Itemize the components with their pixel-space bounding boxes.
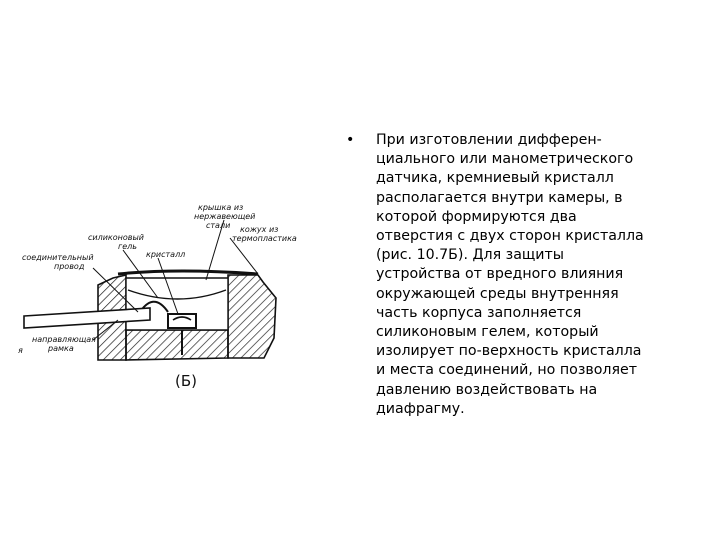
crystal-chip bbox=[168, 314, 196, 328]
sensor-cross-section-figure bbox=[18, 190, 318, 400]
label-cover-2: нержавеющей bbox=[194, 212, 256, 221]
text-line: датчика, кремниевый кристалл bbox=[376, 170, 614, 187]
label-frame-2: рамка bbox=[48, 344, 74, 353]
text-line: давлению воздействовать на bbox=[376, 381, 598, 398]
label-wire-2: провод bbox=[54, 262, 85, 271]
label-gel-1: силиконовый bbox=[88, 233, 144, 242]
text-line: При изготовлении дифферен- bbox=[376, 132, 602, 148]
label-cover-1: крышка из bbox=[198, 203, 244, 212]
text-line: и места соединений, но позволяет bbox=[376, 362, 638, 379]
text-line: окружающей среды внутренняя bbox=[376, 285, 619, 302]
bullet-paragraph bbox=[346, 131, 691, 419]
text-line: устройства от вредного влияния bbox=[376, 266, 624, 283]
bullet-text bbox=[376, 131, 691, 419]
text-line: силиконовым гелем, который bbox=[376, 324, 599, 341]
bullet-dot: • bbox=[346, 132, 355, 148]
text-line: диафрагму. bbox=[376, 400, 465, 417]
label-housing-2: термопластика bbox=[232, 234, 297, 243]
label-housing-1: кожух из bbox=[240, 225, 279, 234]
sensor-diagram bbox=[18, 190, 318, 400]
text-line: часть корпуса заполняется bbox=[376, 304, 582, 321]
label-frame-1: направляющая bbox=[32, 335, 96, 344]
text-line: располагается внутри камеры, в bbox=[376, 189, 623, 206]
housing-body-right bbox=[228, 275, 276, 358]
text-line: изолирует по-верхность кристалла bbox=[376, 343, 642, 360]
text-line: (рис. 10.7Б). Для защиты bbox=[376, 247, 564, 264]
label-cover-3: стали bbox=[206, 221, 231, 230]
text-line: которой формируются два bbox=[376, 208, 577, 225]
label-gel-2: гель bbox=[118, 242, 137, 251]
text-line: циального или манометрического bbox=[376, 151, 634, 168]
label-wire-1: соединительный bbox=[22, 253, 94, 262]
label-crystal: кристалл bbox=[146, 250, 186, 259]
housing-floor bbox=[126, 330, 228, 360]
figure-caption: (Б) bbox=[175, 372, 197, 390]
label-edge-letter: я bbox=[18, 346, 23, 355]
text-line: отверстия с двух сторон кристалла bbox=[376, 228, 644, 245]
